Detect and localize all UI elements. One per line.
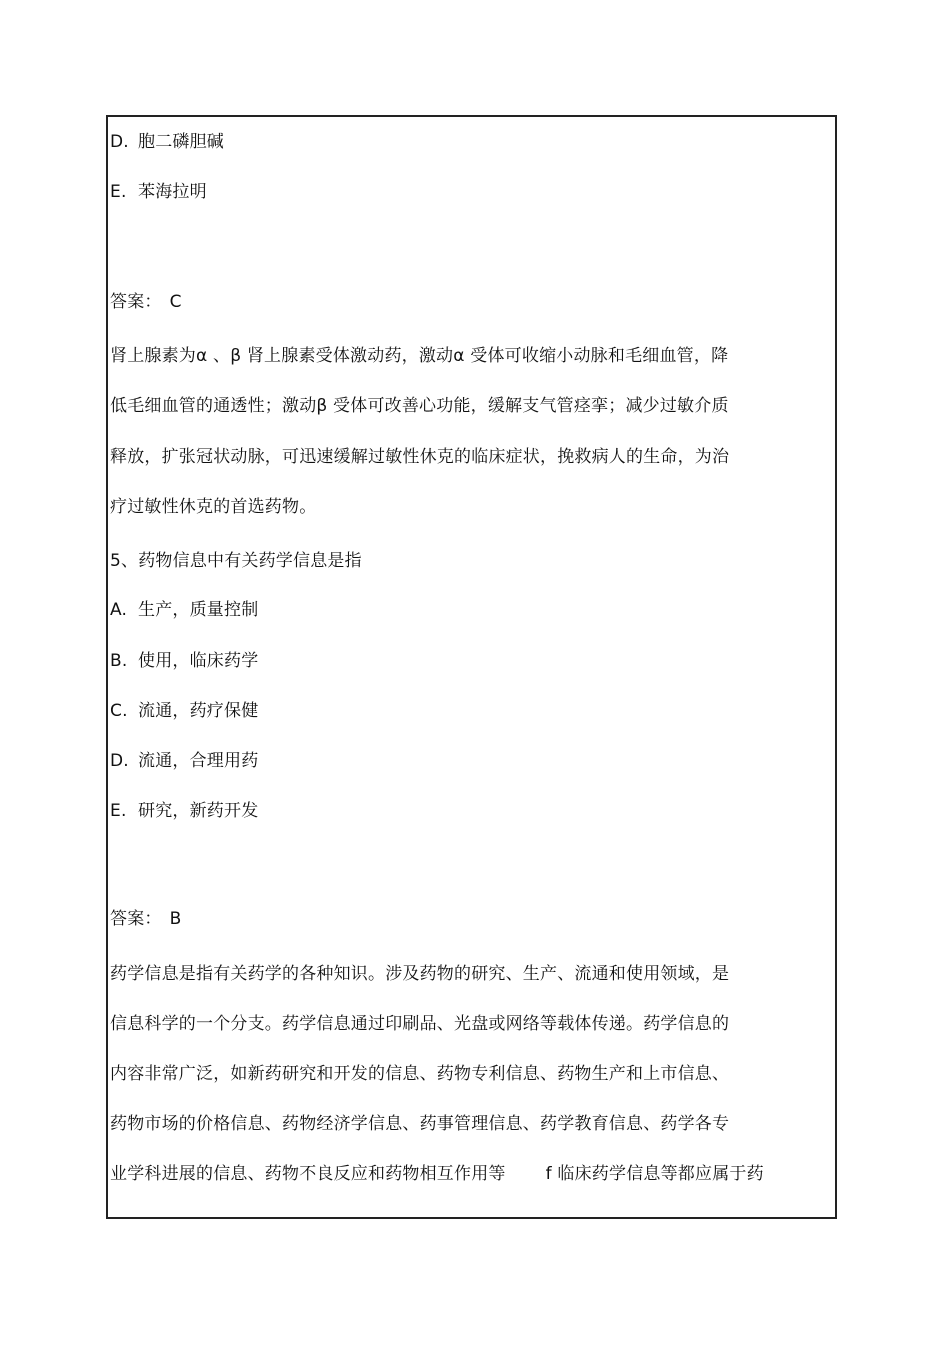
option-e <box>110 181 207 203</box>
question-5-stem: 5、药物信息中有关药学信息是指 <box>110 551 362 571</box>
option-letter: D. <box>110 751 129 771</box>
explanation-line: 肾上腺素为α 、β 肾上腺素受体激动药，激动α 受体可收缩小动脉和毛细血管，降 <box>110 346 729 366</box>
option-a <box>110 599 258 621</box>
answer-value: B <box>169 909 182 929</box>
option-letter: D. <box>110 132 129 152</box>
option-d <box>110 131 224 153</box>
explanation-line: 药物市场的价格信息、药物经济学信息、药事管理信息、药学教育信息、药学各专 <box>110 1114 730 1134</box>
option-letter: C. <box>110 701 128 721</box>
option-text: 流通，药疗保健 <box>138 701 259 721</box>
explanation-line: 低毛细血管的通透性；激动β 受体可改善心功能，缓解支气管痉挛；减少过敏介质 <box>110 396 729 416</box>
option-letter: A. <box>110 600 128 620</box>
option-b <box>110 650 258 672</box>
option-letter: E. <box>110 182 127 202</box>
answer-line <box>110 908 181 930</box>
explanation-line: 业学科进展的信息、药物不良反应和药物相互作用等 f 临床药学信息等都应属于药 <box>110 1164 764 1184</box>
explanation-line: 释放，扩张冠状动脉，可迅速缓解过敏性休克的临床症状，挽救病人的生命，为治 <box>110 447 730 467</box>
option-text: 流通，合理用药 <box>138 751 259 771</box>
option-e <box>110 800 258 822</box>
explanation-line: 药学信息是指有关药学的各种知识。涉及药物的研究、生产、流通和使用领域，是 <box>110 964 730 984</box>
option-text: 苯海拉明 <box>138 182 207 202</box>
answer-label: 答案： <box>110 292 162 312</box>
option-letter: E. <box>110 801 127 821</box>
explanation-line: 内容非常广泛，如新药研究和开发的信息、药物专利信息、药物生产和上市信息、 <box>110 1064 730 1084</box>
option-text: 研究，新药开发 <box>138 801 259 821</box>
answer-line <box>110 291 182 313</box>
explanation-line: 疗过敏性休克的首选药物。 <box>110 497 317 517</box>
answer-value: C <box>169 292 182 312</box>
option-text: 胞二磷胆碱 <box>138 132 224 152</box>
option-text: 使用，临床药学 <box>138 651 259 671</box>
explanation-line: 信息科学的一个分支。药学信息通过印刷品、光盘或网络等载体传递。药学信息的 <box>110 1014 730 1034</box>
option-d <box>110 750 258 772</box>
answer-label: 答案： <box>110 909 162 929</box>
option-c <box>110 700 258 722</box>
option-text: 生产，质量控制 <box>138 600 259 620</box>
option-letter: B. <box>110 651 128 671</box>
